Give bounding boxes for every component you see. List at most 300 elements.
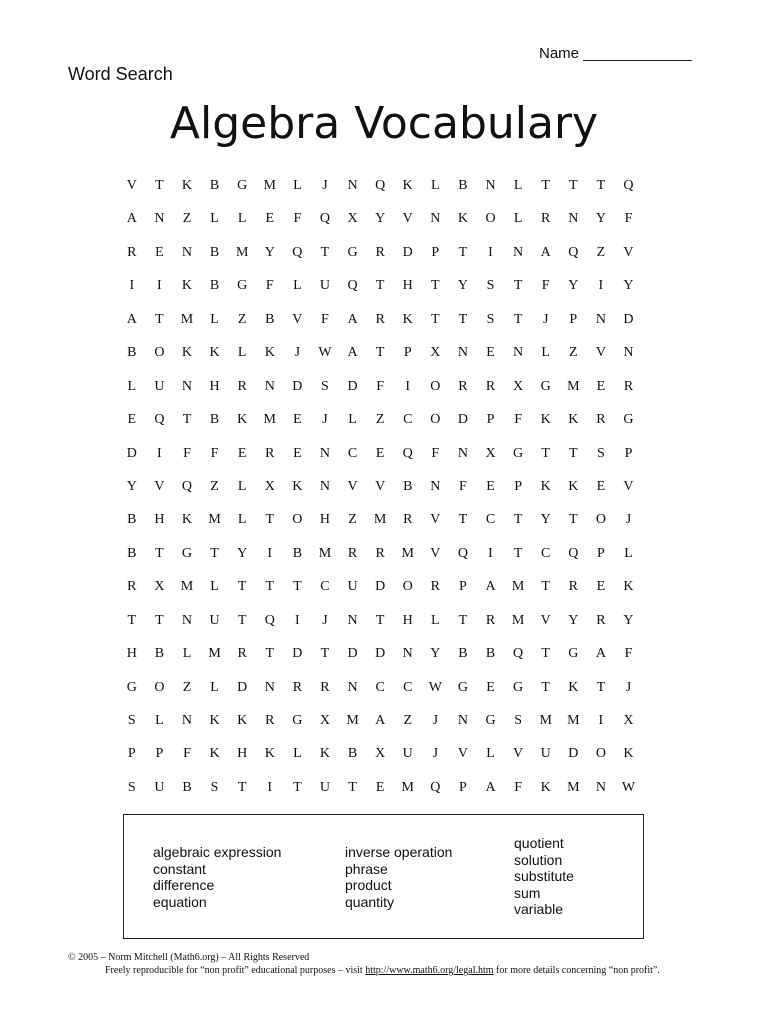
grid-letter: C	[485, 512, 496, 528]
grid-letter: H	[237, 746, 248, 762]
grid-letter: Z	[210, 478, 219, 494]
grid-letter: K	[264, 746, 275, 762]
grid-letter: K	[540, 478, 551, 494]
grid-letter: S	[210, 779, 219, 795]
word-list-item: substitute	[514, 868, 574, 885]
grid-letter: N	[623, 345, 634, 361]
grid-letter: M	[346, 713, 359, 728]
grid-letter: X	[430, 345, 441, 361]
grid-letter: B	[209, 244, 220, 260]
grid-letter: K	[181, 178, 193, 193]
grid-letter: Q	[375, 178, 386, 193]
grid-letter: K	[540, 412, 551, 428]
grid-letter: P	[459, 579, 467, 595]
grid-letter: T	[265, 512, 275, 528]
grid-letter: N	[430, 478, 441, 494]
grid-letter: E	[293, 445, 302, 461]
grid-letter: L	[237, 345, 247, 361]
grid-letter: Q	[292, 244, 303, 260]
grid-letter: Y	[237, 545, 248, 561]
grid-letter: K	[181, 345, 193, 361]
word-list-item: constant	[153, 860, 206, 877]
grid-letter: N	[513, 244, 524, 260]
grid-letter: X	[623, 713, 634, 728]
grid-letter: B	[292, 545, 303, 561]
grid-letter: R	[458, 378, 468, 394]
grid-letter: E	[486, 478, 495, 494]
grid-letter: G	[485, 713, 496, 728]
grid-letter: E	[486, 679, 495, 695]
grid-letter: N	[568, 211, 579, 227]
grid-letter: W	[428, 679, 442, 695]
grid-letter: Y	[375, 211, 386, 227]
grid-letter: F	[183, 746, 191, 762]
grid-letter: M	[539, 713, 552, 728]
grid-letter: L	[182, 646, 192, 662]
grid-letter: N	[347, 612, 358, 628]
grid-letter: L	[127, 378, 137, 394]
grid-letter: T	[458, 512, 468, 528]
name-line: Name _____________	[539, 45, 692, 62]
grid-letter: K	[623, 746, 634, 762]
grid-letter: U	[402, 746, 413, 762]
grid-letter: R	[375, 311, 385, 327]
word-list-item: quotient	[514, 835, 564, 851]
grid-letter: R	[430, 579, 440, 595]
grid-letter: L	[210, 311, 219, 327]
grid-letter: C	[347, 445, 358, 461]
grid-letter: N	[457, 345, 468, 361]
grid-letter: H	[209, 378, 220, 394]
grid-letter: L	[513, 178, 523, 193]
grid-letter: G	[513, 445, 524, 461]
grid-letter: N	[457, 713, 468, 728]
grid-letter: P	[514, 478, 522, 494]
grid-letter: K	[292, 478, 303, 494]
grid-letter: N	[181, 378, 193, 394]
grid-letter: T	[596, 178, 606, 193]
grid-letter: N	[347, 679, 358, 695]
grid-letter: L	[513, 211, 523, 227]
grid-letter: I	[267, 779, 273, 795]
grid-letter: T	[541, 646, 550, 662]
grid-letter: A	[126, 211, 137, 227]
grid-letter: V	[402, 211, 413, 227]
grid-letter: I	[488, 545, 493, 561]
grid-letter: C	[403, 679, 413, 695]
grid-letter: M	[208, 512, 221, 528]
grid-letter: Z	[182, 211, 192, 227]
grid-letter: J	[432, 713, 439, 728]
grid-letter: T	[155, 178, 164, 193]
grid-letter: X	[347, 211, 358, 227]
grid-letter: T	[127, 612, 137, 628]
grid-letter: T	[375, 612, 385, 628]
grid-letter: M	[567, 713, 580, 728]
grid-letter: K	[402, 178, 413, 193]
grid-letter: T	[513, 311, 523, 327]
grid-letter: F	[624, 211, 633, 227]
grid-letter: E	[375, 779, 385, 795]
grid-letter: N	[264, 378, 275, 394]
grid-letter: T	[513, 278, 523, 294]
grid-letter: X	[264, 478, 275, 494]
word-list-item: variable	[514, 901, 564, 918]
grid-letter: D	[237, 679, 248, 695]
grid-letter: V	[623, 478, 634, 494]
grid-letter: F	[514, 779, 522, 795]
grid-letter: G	[347, 244, 358, 260]
grid-letter: G	[568, 646, 579, 662]
grid-letter: J	[542, 311, 549, 327]
grid-letter: K	[568, 478, 579, 494]
grid-letter: D	[375, 579, 386, 595]
grid-letter: R	[485, 378, 496, 394]
grid-letter: D	[126, 445, 137, 461]
word-list-item: phrase	[345, 860, 388, 877]
grid-letter: R	[541, 211, 551, 227]
grid-letter: F	[376, 378, 385, 394]
grid-letter: T	[541, 679, 550, 695]
grid-letter: Y	[264, 244, 275, 260]
grid-letter: N	[154, 211, 165, 227]
grid-letter: L	[155, 713, 164, 728]
grid-letter: M	[401, 779, 414, 795]
grid-letter: W	[621, 779, 636, 795]
grid-letter: L	[210, 579, 219, 595]
grid-letter: J	[322, 612, 328, 628]
grid-letter: B	[458, 646, 468, 662]
grid-letter: M	[318, 545, 332, 561]
grid-letter: A	[126, 311, 137, 327]
grid-letter: R	[568, 579, 578, 595]
grid-letter: M	[373, 512, 387, 528]
grid-letter: B	[485, 646, 496, 662]
grid-letter: J	[322, 412, 328, 428]
grid-letter: V	[540, 612, 551, 628]
grid-letter: H	[126, 646, 137, 662]
grid-letter: K	[209, 746, 220, 762]
grid-letter: G	[457, 679, 468, 695]
grid-letter: O	[595, 746, 606, 762]
grid-letter: E	[127, 412, 137, 428]
grid-letter: B	[182, 779, 192, 795]
grid-letter: K	[402, 311, 413, 327]
word-list-column-1	[153, 844, 281, 910]
grid-letter: X	[319, 713, 331, 728]
grid-letter: Z	[348, 512, 357, 528]
grid-letter: T	[431, 311, 440, 327]
grid-letter: T	[265, 646, 275, 662]
grid-letter: T	[431, 278, 440, 294]
grid-letter: U	[154, 378, 165, 394]
grid-letter: T	[513, 545, 523, 561]
grid-letter: V	[375, 478, 386, 494]
grid-letter: K	[568, 679, 579, 695]
grid-letter: Y	[126, 478, 137, 494]
grid-letter: K	[540, 779, 551, 795]
legal-link[interactable]: http://www.math6.org/legal.htm	[365, 965, 494, 976]
grid-letter: I	[157, 278, 162, 294]
grid-letter: G	[623, 412, 634, 428]
grid-letter: E	[596, 579, 606, 595]
grid-letter: T	[237, 579, 247, 595]
grid-letter: T	[210, 545, 219, 561]
grid-letter: H	[402, 278, 413, 294]
grid-letter: R	[127, 579, 137, 595]
grid-letter: J	[294, 345, 301, 361]
grid-letter: P	[624, 445, 633, 461]
grid-letter: C	[320, 579, 330, 595]
grid-letter: C	[375, 679, 385, 695]
grid-letter: X	[154, 579, 165, 595]
grid-letter: T	[458, 311, 468, 327]
grid-letter: L	[431, 178, 440, 193]
grid-letter: S	[127, 713, 136, 728]
grid-letter: Z	[182, 679, 192, 695]
word-list-item: sum	[514, 884, 541, 901]
grid-letter: N	[347, 178, 358, 193]
grid-letter: E	[596, 378, 606, 394]
grid-letter: U	[319, 779, 331, 795]
grid-letter: S	[486, 278, 495, 294]
grid-letter: Q	[513, 646, 524, 662]
grid-letter: L	[541, 345, 550, 361]
grid-letter: H	[154, 512, 165, 528]
grid-letter: M	[180, 579, 194, 595]
grid-letter: A	[375, 713, 386, 728]
grid-letter: O	[292, 512, 303, 528]
grid-letter: L	[237, 211, 247, 227]
grid-letter: N	[181, 612, 193, 628]
grid-letter: F	[431, 445, 440, 461]
grid-letter: I	[295, 612, 300, 628]
grid-letter: P	[596, 545, 605, 561]
grid-letter: T	[348, 779, 357, 795]
grid-letter: Q	[181, 478, 193, 494]
grid-letter: A	[485, 779, 496, 795]
grid-letter: Z	[596, 244, 606, 260]
grid-letter: G	[540, 378, 551, 394]
grid-letter: K	[568, 412, 579, 428]
grid-letter: T	[596, 679, 606, 695]
grid-letter: M	[208, 646, 221, 662]
grid-letter: F	[459, 478, 467, 494]
grid-letter: L	[624, 545, 633, 561]
grid-letter: P	[127, 746, 136, 762]
grid-letter: T	[182, 412, 192, 428]
grid-letter: D	[347, 646, 358, 662]
grid-letter: O	[485, 211, 496, 227]
grid-letter: M	[511, 612, 525, 628]
grid-letter: E	[375, 445, 385, 461]
grid-letter: N	[595, 311, 606, 327]
grid-letter: V	[126, 178, 137, 193]
grid-letter: A	[540, 244, 551, 260]
grid-letter: A	[595, 646, 606, 662]
grid-letter: G	[126, 679, 137, 695]
grid-letter: K	[457, 211, 468, 227]
grid-letter: S	[596, 445, 605, 461]
grid-letter: N	[457, 445, 468, 461]
grid-letter: C	[541, 545, 551, 561]
grid-letter: T	[320, 244, 330, 260]
grid-letter: V	[292, 311, 303, 327]
grid-letter: K	[319, 746, 331, 762]
grid-letter: P	[431, 244, 440, 260]
grid-letter: Q	[402, 445, 413, 461]
grid-letter: M	[235, 244, 249, 260]
grid-letter: N	[430, 211, 441, 227]
grid-letter: T	[541, 579, 550, 595]
word-search-grid	[118, 178, 642, 813]
word-list-box	[123, 814, 644, 939]
grid-letter: N	[319, 445, 331, 461]
grid-letter: Q	[347, 278, 358, 294]
grid-letter: S	[514, 713, 522, 728]
grid-letter: L	[431, 612, 440, 628]
grid-letter: Y	[623, 612, 634, 628]
grid-letter: X	[513, 378, 524, 394]
grid-letter: V	[623, 244, 634, 260]
grid-letter: Z	[375, 412, 385, 428]
grid-letter: R	[375, 545, 385, 561]
grid-letter: D	[375, 646, 386, 662]
grid-letter: O	[154, 679, 165, 695]
grid-letter: N	[264, 679, 275, 695]
grid-letter: R	[127, 244, 137, 260]
reproduction-text: Freely reproducible for “non profit” educational purposes – visit	[105, 965, 366, 976]
grid-letter: N	[181, 244, 193, 260]
grid-letter: T	[458, 612, 468, 628]
grid-letter: L	[293, 178, 302, 193]
word-list-column-3	[514, 835, 574, 918]
grid-letter: B	[154, 646, 165, 662]
grid-letter: T	[155, 311, 164, 327]
grid-letter: F	[514, 412, 522, 428]
grid-letter: D	[292, 646, 303, 662]
grid-letter: G	[292, 713, 303, 728]
grid-letter: R	[237, 646, 247, 662]
grid-letter: K	[209, 713, 220, 728]
grid-letter: L	[293, 746, 302, 762]
grid-letter: G	[237, 278, 248, 294]
grid-letter: Y	[430, 646, 441, 662]
grid-letter: B	[127, 545, 137, 561]
word-list-item: equation	[153, 893, 207, 910]
grid-letter: P	[486, 412, 495, 428]
grid-letter: M	[180, 311, 194, 327]
grid-letter: H	[319, 512, 331, 528]
grid-letter: D	[457, 412, 468, 428]
grid-letter: F	[183, 445, 191, 461]
grid-letter: R	[485, 612, 496, 628]
grid-letter: V	[595, 345, 606, 361]
grid-letter: O	[154, 345, 165, 361]
grid-letter: A	[485, 579, 496, 595]
grid-letter: L	[237, 512, 247, 528]
grid-letter: T	[237, 612, 247, 628]
grid-letter: W	[318, 345, 332, 361]
grid-letter: E	[155, 244, 164, 260]
grid-letter: F	[321, 311, 329, 327]
grid-letter: V	[154, 478, 165, 494]
grid-letter: Q	[154, 412, 165, 428]
grid-letter: B	[265, 311, 275, 327]
grid-letter: U	[347, 579, 358, 595]
page-title: Algebra Vocabulary	[169, 98, 599, 149]
grid-letter: T	[293, 579, 302, 595]
grid-letter: N	[319, 478, 331, 494]
grid-letter: T	[375, 345, 385, 361]
grid-letter: Z	[403, 713, 413, 728]
grid-letter: B	[127, 512, 137, 528]
grid-letter: U	[154, 779, 165, 795]
grid-letter: M	[511, 579, 525, 595]
grid-letter: H	[402, 612, 413, 628]
grid-letter: D	[568, 746, 579, 762]
grid-letter: C	[403, 412, 413, 428]
grid-letter: Q	[457, 545, 468, 561]
grid-letter: V	[430, 512, 441, 528]
word-list-item: solution	[514, 851, 563, 868]
grid-letter: E	[596, 478, 606, 494]
grid-letter: G	[513, 679, 524, 695]
grid-letter: B	[458, 178, 468, 193]
grid-letter: U	[319, 278, 331, 294]
grid-letter: Q	[623, 178, 634, 193]
grid-letter: T	[237, 779, 247, 795]
grid-letter: K	[264, 345, 275, 361]
grid-letter: K	[181, 512, 193, 528]
grid-letter: I	[157, 445, 162, 461]
grid-letter: Y	[595, 211, 606, 227]
grid-letter: I	[129, 278, 135, 294]
grid-letter: B	[347, 746, 358, 762]
grid-letter: M	[263, 178, 276, 193]
grid-letter: T	[569, 445, 578, 461]
grid-letter: S	[321, 378, 329, 394]
grid-letter: T	[155, 545, 164, 561]
grid-letter: I	[267, 545, 273, 561]
grid-letter: X	[485, 445, 496, 461]
grid-letter: O	[595, 512, 606, 528]
grid-letter: X	[375, 746, 386, 762]
grid-letter: S	[127, 779, 136, 795]
grid-letter: U	[540, 746, 551, 762]
grid-letter: U	[209, 612, 220, 628]
grid-letter: K	[209, 345, 220, 361]
grid-letter: F	[265, 278, 274, 294]
reproduction-text-end: for more details concerning “non profit”.	[493, 965, 660, 976]
grid-letter: L	[293, 278, 302, 294]
grid-letter: T	[541, 445, 550, 461]
grid-letter: Y	[457, 278, 468, 294]
grid-letter: P	[155, 746, 164, 762]
grid-letter: Q	[430, 779, 441, 795]
grid-letter: B	[209, 178, 220, 193]
grid-letter: K	[237, 713, 248, 728]
word-list-column-2	[345, 844, 452, 910]
grid-letter: A	[347, 345, 358, 361]
grid-letter: B	[209, 412, 220, 428]
grid-letter: T	[513, 512, 523, 528]
worksheet-subtitle: Word Search	[68, 64, 173, 84]
grid-letter: M	[263, 412, 276, 428]
word-list-item: product	[345, 877, 392, 894]
grid-letter: R	[596, 612, 606, 628]
grid-letter: E	[293, 412, 302, 428]
